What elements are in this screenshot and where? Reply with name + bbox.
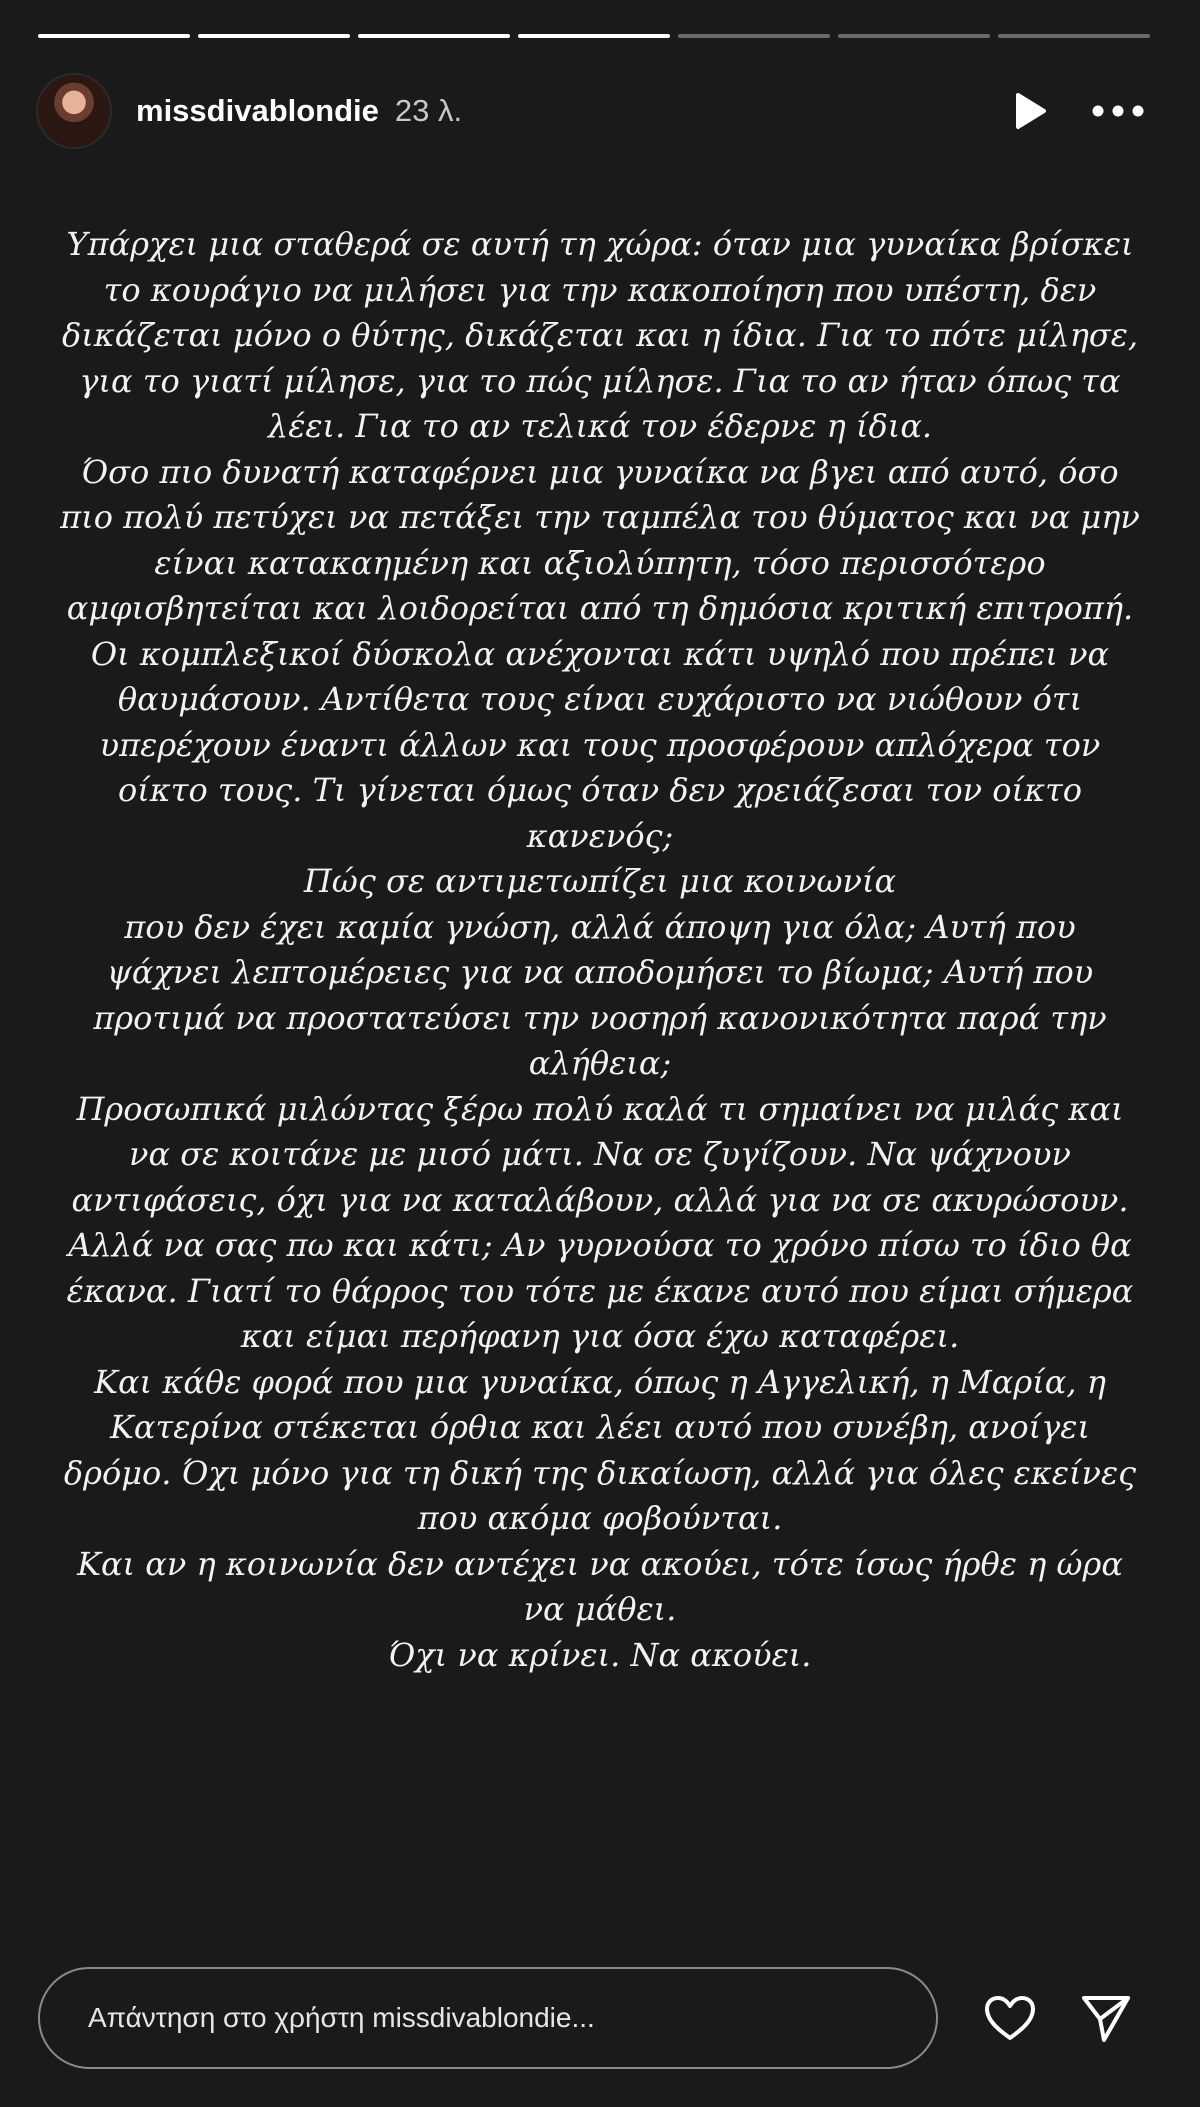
- text-line: Υπάρχει μια σταθερά σε αυτή τη χώρα: όταν μια γυναίκα βρίσκει: [66, 225, 1134, 263]
- heart-icon: [983, 1994, 1037, 2042]
- post-time: 23 λ.: [394, 93, 463, 128]
- text-line: αντιφάσεις, όχι για να καταλάβουν, αλλά για να σε ακυρώσουν.: [71, 1180, 1129, 1219]
- progress-segment: [358, 34, 510, 38]
- text-line: Και αν η κοινωνία δεν αντέχει να ακούει, τότε ίσως ήρθε η ώρα: [77, 1544, 1123, 1583]
- text-line: να σε κοιτάνε με μισό μάτι. Να σε ζυγίζουν. Να ψάχνουν: [129, 1135, 1071, 1173]
- reply-placeholder: Απάντηση στο χρήστη missdivablondie...: [88, 2002, 595, 2033]
- text-line: υπερέχουν έναντι άλλων και τους προσφέρουν απλόχερα τον: [99, 725, 1101, 764]
- text-line: δικάζεται μόνο ο θύτης, δικάζεται και η ίδια. Για το πότε μίλησε,: [61, 316, 1139, 354]
- text-line: Όσο πιο δυνατή καταφέρνει μια γυναίκα να βγει από αυτό, όσο: [81, 452, 1119, 491]
- progress-segment: [678, 34, 830, 38]
- like-button[interactable]: [978, 1986, 1042, 2050]
- text-line: λέει. Για το αν τελικά τον έδερνε η ίδια.: [267, 407, 933, 445]
- progress-segment: [998, 34, 1150, 38]
- send-button[interactable]: [1074, 1986, 1138, 2050]
- text-line: για το γιατί μίλησε, για το πώς μίλησε. Για το αν ήταν όπως τα: [79, 361, 1121, 400]
- send-icon: [1080, 1992, 1132, 2044]
- text-line: πιο πολύ πετύχει να πετάξει την ταμπέλα του θύματος και να μην: [60, 498, 1140, 536]
- text-line: έκανα. Γιατί το θάρρος του τότε με έκανε αυτό που είμαι σήμερα: [66, 1271, 1134, 1310]
- more-dots-icon: [1092, 105, 1144, 117]
- text-line: θαυμάσουν. Αντίθετα τους είναι ευχάριστο να νιώθουν ότι: [117, 680, 1083, 718]
- text-line: αλήθεια;: [528, 1044, 672, 1082]
- text-line: Προσωπικά μιλώντας ξέρω πολύ καλά τι σημαίνει να μιλάς και: [76, 1089, 1124, 1128]
- text-line: αμφισβητείται και λοιδορείται από τη δημόσια κριτική επιτροπή.: [66, 589, 1134, 627]
- progress-segment: [838, 34, 990, 38]
- text-line: και είμαι περήφανη για όσα έχω καταφέρει.: [240, 1317, 960, 1355]
- text-line: Και κάθε φορά που μια γυναίκα, όπως η Αγγελική, η Μαρία, η: [94, 1362, 1106, 1401]
- text-line: κανενός;: [526, 816, 674, 855]
- text-line: Όχι να κρίνει. Να ακούει.: [388, 1635, 812, 1674]
- progress-segment: [38, 34, 190, 38]
- text-line: δρόμο. Όχι μόνο για τη δική της δικαίωση, αλλά για όλες εκείνες: [63, 1453, 1137, 1492]
- text-line: ψάχνει λεπτομέρειες για να αποδομήσει το βίωμα; Αυτή που: [106, 953, 1094, 991]
- progress-segment: [518, 34, 670, 38]
- story-text: [30, 222, 1170, 1678]
- text-line: είναι κατακαημένη και αξιολύπητη, τόσο περισσότερο: [154, 543, 1046, 582]
- progress-segment: [198, 34, 350, 38]
- avatar[interactable]: [36, 73, 112, 149]
- text-line: να μάθει.: [523, 1590, 677, 1628]
- story-progress-bar: [38, 34, 1150, 38]
- text-line: που ακόμα φοβούνται.: [417, 1499, 783, 1537]
- play-button[interactable]: [1002, 83, 1058, 139]
- text-line: Οι κομπλεξικοί δύσκολα ανέχονται κάτι υψηλό που πρέπει να: [90, 634, 1110, 673]
- text-line: που δεν έχει καμία γνώση, αλλά άποψη για όλα; Αυτή που: [124, 907, 1076, 946]
- reply-input[interactable]: [38, 1967, 938, 2069]
- text-line: Πώς σε αντιμετωπίζει μια κοινωνία: [303, 862, 897, 900]
- text-line: οίκτο τους. Τι γίνεται όμως όταν δεν χρειάζεσαι τον οίκτο: [117, 771, 1083, 809]
- text-line: Αλλά να σας πω και κάτι; Αν γυρνούσα το χρόνο πίσω το ίδιο θα: [68, 1226, 1132, 1264]
- story-header: [36, 73, 1150, 149]
- text-line: το κουράγιο να μιλήσει για την κακοποίηση που υπέστη, δεν: [103, 270, 1097, 309]
- text-line: Κατερίνα στέκεται όρθια και λέει αυτό που συνέβη, ανοίγει: [110, 1408, 1090, 1446]
- play-icon: [1013, 92, 1047, 130]
- text-line: προτιμά να προστατεύσει την νοσηρή κανονικότητα παρά την: [93, 998, 1107, 1037]
- more-options-button[interactable]: [1086, 83, 1150, 139]
- username[interactable]: missdivablondie: [136, 93, 379, 128]
